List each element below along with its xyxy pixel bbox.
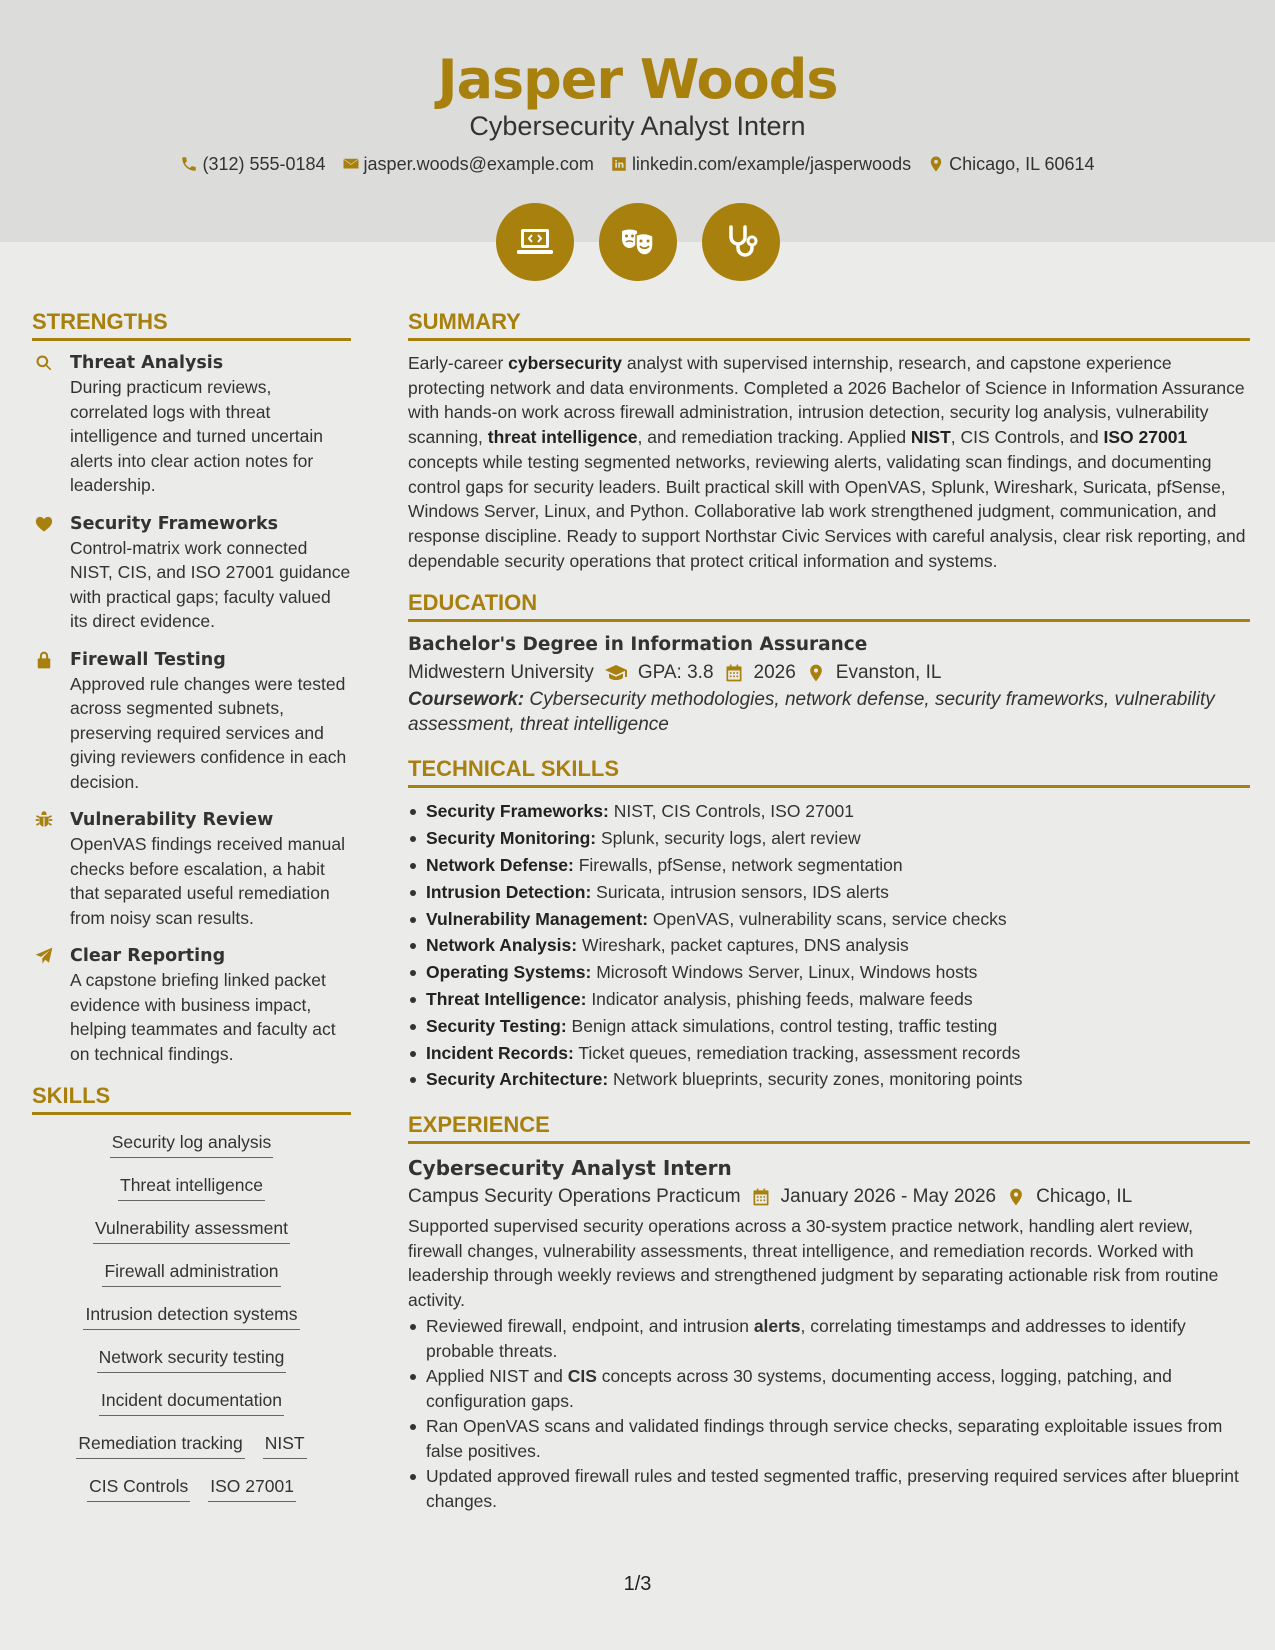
strength-name: Clear Reporting — [70, 946, 226, 966]
strength-description: During practicum reviews, correlated logs with threat intelligence and turned uncertain alerts into clear action notes for leadership. — [70, 377, 323, 495]
skill-tag: Incident documentation — [99, 1387, 284, 1416]
degree-title: Bachelor's Degree in Information Assurance — [408, 634, 868, 656]
skill-values: Firewalls, pfSense, network segmentation — [573, 854, 903, 875]
strength-item — [32, 351, 351, 498]
laptop-code-icon — [515, 222, 555, 262]
bug-icon — [34, 810, 54, 830]
skill-category: Incident Records: — [426, 1042, 574, 1063]
experience-bullet — [408, 1314, 1250, 1363]
text-run: concepts across 30 systems, documenting access, logging, patching, and configuration gaps. — [426, 1366, 1172, 1411]
technical-skill-item — [408, 825, 1250, 852]
skill-row — [32, 1430, 351, 1473]
job-description: Supported supervised security operations across a 30-system practice network, handling alert review, firewall changes, vulnerability assessments, threat intelligence, and remediation records. Worked with leadership through weekly reviews and strengthened judgment by separating actionable risk from routine activity. — [408, 1216, 1219, 1310]
strength-icon-wrap — [34, 810, 54, 830]
job-org: Campus Security Operations Practicum — [408, 1186, 741, 1208]
coursework — [408, 688, 1250, 737]
skill-tag: Security log analysis — [110, 1129, 274, 1158]
skill-row — [32, 1215, 351, 1258]
skill-values: Network blueprints, security zones, monitoring points — [608, 1069, 1023, 1090]
strength-icon-wrap — [34, 650, 54, 670]
skills-title: SKILLS — [32, 1080, 351, 1115]
experience-title: EXPERIENCE — [408, 1109, 1250, 1144]
skill-category: Network Analysis: — [426, 935, 578, 956]
experience-bullet — [408, 1414, 1250, 1463]
skill-row — [32, 1473, 351, 1516]
skill-tag: Network security testing — [97, 1344, 287, 1373]
technical-skill-item — [408, 798, 1250, 825]
skill-row — [32, 1129, 351, 1172]
text-run: analyst with supervised internship, research, and capstone experience protecting network and data environments. Completed a 2026 Bachelor of Science in Information Assurance with hands-on work across firewall administration, intrusion detection, security log analysis, vulnerability scanning, — [408, 353, 1245, 448]
strength-description: Approved rule changes were tested across segmented subnets, preserving required services and giving reviewers confidence in each decision. — [70, 673, 347, 792]
skill-values: Ticket queues, remediation tracking, assessment records — [573, 1042, 1021, 1063]
bold-text: cybersecurity — [508, 353, 622, 373]
bold-text: NIST — [910, 427, 951, 448]
skill-category: Security Testing: — [426, 1015, 567, 1036]
strength-name: Security Frameworks — [70, 513, 279, 534]
summary-text — [408, 351, 1250, 573]
strength-item — [32, 648, 351, 795]
location-text: Chicago, IL 60614 — [949, 154, 1095, 174]
bold-text: threat intelligence — [487, 427, 638, 448]
strength-item — [32, 944, 351, 1066]
calendar-icon — [751, 1187, 771, 1207]
bold-text: CIS — [567, 1366, 597, 1387]
strengths-list — [32, 351, 351, 1066]
skill-category: Intrusion Detection: — [426, 881, 592, 902]
skill-values: Indicator analysis, phishing feeds, malware feeds — [586, 988, 973, 1009]
education-meta — [408, 658, 1250, 688]
skill-values: OpenVAS, vulnerability scans, service checks — [648, 908, 1007, 929]
job-location: Chicago, IL — [1036, 1186, 1133, 1208]
skill-category: Threat Intelligence: — [426, 988, 587, 1009]
technical-skill-item — [408, 1013, 1250, 1040]
experience-bullet — [408, 1364, 1250, 1413]
email-text: jasper.woods@example.com — [363, 154, 594, 174]
education-title: EDUCATION — [408, 587, 1250, 622]
contact-email[interactable] — [342, 151, 594, 177]
skill-row — [32, 1301, 351, 1344]
bold-text: alerts — [753, 1316, 801, 1337]
skill-row — [32, 1387, 351, 1430]
text-run: concepts while testing segmented networks, reviewing alerts, validating scan findings, and documenting control gaps for security leaders. Built practical skill with OpenVAS, Splunk, Wireshark, Suricata, pfSense, Windows Server, Linux, and Python. Collaborative lab work strengthened judgment, communication, and response discipline. Ready to support Northstar Civic Services with careful analysis, clear risk reporting, and dependable security operations that protect critical information and systems. — [408, 451, 1246, 571]
skill-values: Microsoft Windows Server, Linux, Windows hosts — [591, 962, 978, 983]
candidate-name: Jasper Woods — [437, 48, 838, 111]
strength-icon-wrap — [34, 946, 54, 966]
text-run: , and remediation tracking. Applied — [637, 427, 911, 448]
paper-plane-icon — [34, 946, 54, 966]
skill-values: NIST, CIS Controls, ISO 27001 — [608, 801, 854, 822]
technical-skill-item — [408, 852, 1250, 879]
skill-values: Benign attack simulations, control testing, traffic testing — [566, 1015, 998, 1036]
gpa-text: GPA: 3.8 — [637, 662, 714, 684]
text-run: Reviewed firewall, endpoint, and intrusion — [426, 1316, 754, 1337]
technical-skills-title: TECHNICAL SKILLS — [408, 753, 1250, 788]
theater-masks-badge — [599, 203, 677, 281]
skills-list — [32, 1125, 351, 1516]
coursework-label: Coursework: — [408, 689, 525, 711]
text-run: Ran OpenVAS scans and validated findings through service checks, separating exploitable issues from false positives. — [426, 1416, 1223, 1461]
strength-name: Firewall Testing — [70, 649, 226, 670]
map-marker-icon — [927, 155, 945, 173]
linkedin-text: linkedin.com/example/jasperwoods — [631, 154, 912, 174]
skill-row — [32, 1344, 351, 1387]
map-marker-icon — [806, 663, 826, 683]
skill-category: Security Architecture: — [426, 1069, 609, 1090]
school-location: Evanston, IL — [835, 662, 942, 684]
map-marker-icon — [1006, 1187, 1026, 1207]
text-run: Updated approved firewall rules and tested segmented traffic, preserving required services after blueprint changes. — [426, 1466, 1239, 1511]
text-run: , CIS Controls, and — [950, 427, 1104, 448]
phone-text: (312) 555-0184 — [202, 154, 326, 174]
strength-icon-wrap — [34, 353, 54, 373]
skill-category: Vulnerability Management: — [426, 908, 649, 929]
heart-icon — [34, 514, 54, 534]
strength-name: Threat Analysis — [70, 353, 224, 373]
technical-skill-item — [408, 1040, 1250, 1067]
page-number: 1/3 — [623, 1573, 652, 1595]
header-icon-row — [0, 203, 1275, 281]
linkedin-icon — [610, 155, 628, 173]
job-dates: January 2026 - May 2026 — [780, 1186, 997, 1208]
strength-item — [32, 808, 351, 930]
technical-skill-item — [408, 932, 1250, 959]
skill-category: Network Defense: — [426, 854, 574, 875]
experience-bullet — [408, 1464, 1250, 1513]
coursework-text: Cybersecurity methodologies, network defense, security frameworks, vulnerability assessment, threat intelligence — [408, 689, 1215, 735]
skill-tag: Threat intelligence — [118, 1172, 265, 1201]
technical-skill-item — [408, 906, 1250, 933]
strength-description: A capstone briefing linked packet evidence with business impact, helping teammates and faculty act on technical findings. — [70, 970, 336, 1064]
contact-phone[interactable] — [180, 151, 325, 177]
text-run: Applied NIST and — [426, 1366, 568, 1387]
job-bullets — [408, 1314, 1250, 1513]
skill-tag: NIST — [263, 1430, 307, 1459]
right-column — [408, 306, 1250, 1514]
strength-icon-wrap — [34, 514, 54, 534]
technical-skill-item — [408, 879, 1250, 906]
grad-year: 2026 — [753, 662, 796, 684]
text-run: Early-career — [408, 353, 509, 373]
text-run: , correlating timestamps and addresses to identify probable threats. — [426, 1316, 1186, 1361]
technical-skill-item — [408, 986, 1250, 1013]
strength-name: Vulnerability Review — [70, 810, 274, 830]
strength-item — [32, 512, 351, 634]
skill-tag: Firewall administration — [102, 1258, 280, 1287]
skill-row — [32, 1258, 351, 1301]
strength-description: OpenVAS findings received manual checks before escalation, a habit that separated useful remediation from noisy scan results. — [70, 834, 345, 928]
strength-description: Control-matrix work connected NIST, CIS, and ISO 27001 guidance with practical gaps; faculty valued its direct evidence. — [70, 537, 351, 631]
left-column — [32, 306, 351, 1516]
theater-masks-icon — [618, 222, 658, 262]
skill-tag: CIS Controls — [87, 1473, 190, 1502]
skill-tag: Intrusion detection systems — [83, 1301, 299, 1330]
skill-category: Security Monitoring: — [426, 828, 597, 849]
bold-text: ISO 27001 — [1103, 427, 1188, 448]
job-title: Cybersecurity Analyst Intern — [408, 1156, 732, 1181]
skill-tag: Remediation tracking — [76, 1430, 244, 1459]
candidate-role: Cybersecurity Analyst Intern — [469, 111, 806, 141]
technical-skill-item — [408, 959, 1250, 986]
strengths-title: STRENGTHS — [32, 306, 351, 341]
skill-category: Security Frameworks: — [426, 801, 609, 822]
envelope-icon — [342, 155, 360, 173]
skill-row — [32, 1172, 351, 1215]
skill-tag: Vulnerability assessment — [93, 1215, 290, 1244]
skill-category: Operating Systems: — [426, 962, 592, 983]
calendar-icon — [724, 663, 744, 683]
skill-values: Suricata, intrusion sensors, IDS alerts — [591, 881, 889, 902]
skill-values: Splunk, security logs, alert review — [596, 828, 861, 849]
skill-values: Wireshark, packet captures, DNS analysis — [577, 935, 909, 956]
stethoscope-badge — [702, 203, 780, 281]
laptop-code-badge — [496, 203, 574, 281]
contact-location — [927, 151, 1094, 177]
graduation-cap-icon — [604, 661, 628, 685]
summary-title: SUMMARY — [408, 306, 1250, 341]
contact-row — [0, 151, 1275, 177]
phone-icon — [180, 155, 198, 173]
technical-skills-list — [408, 798, 1250, 1093]
technical-skill-item — [408, 1066, 1250, 1093]
job-meta — [408, 1182, 1250, 1212]
search-icon — [34, 353, 54, 373]
school-name: Midwestern University — [408, 662, 594, 684]
skill-tag: ISO 27001 — [208, 1473, 296, 1502]
lock-icon — [34, 650, 54, 670]
stethoscope-icon — [721, 222, 761, 262]
contact-linkedin[interactable] — [610, 151, 911, 177]
